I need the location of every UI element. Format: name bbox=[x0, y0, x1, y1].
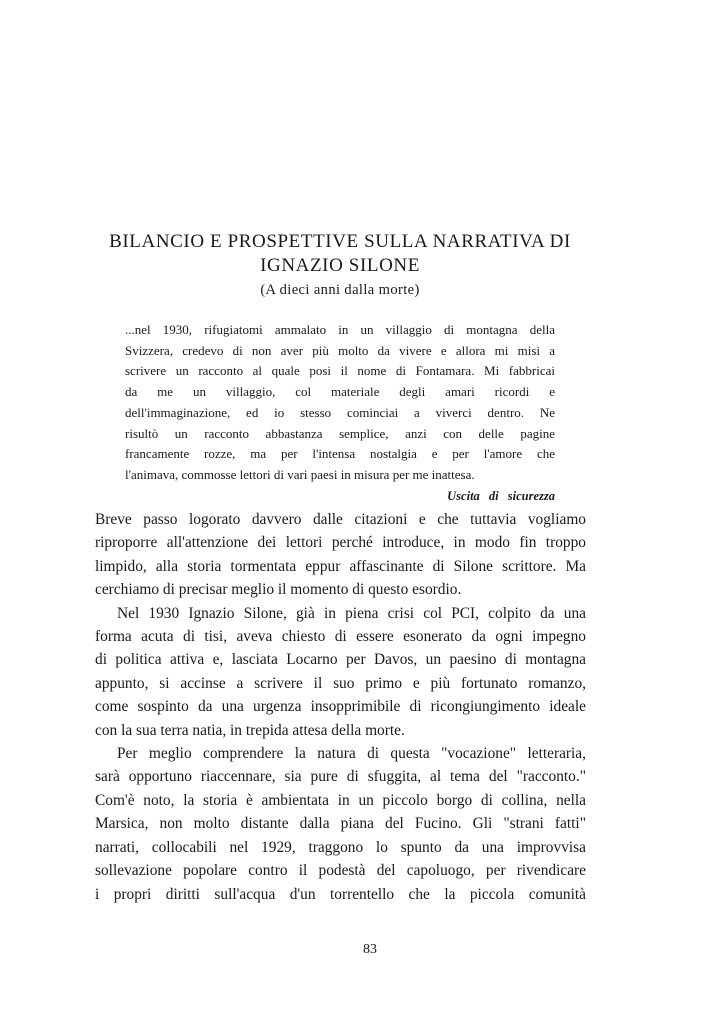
epigraph-quote bbox=[125, 320, 555, 506]
body-line: riproporre all'attenzione dei lettori perché introduce, in modo fin troppo bbox=[95, 534, 586, 552]
epigraph-line: Svizzera, credevo di non aver più molto da vivere e allora mi misi a bbox=[125, 342, 555, 358]
body-line: con la sua terra natia, in trepida attesa della morte. bbox=[95, 721, 405, 739]
body-line: cerchiamo di precisar meglio il momento di questo esordio. bbox=[95, 581, 462, 599]
body-line: Nel 1930 Ignazio Silone, già in piena crisi col PCI, colpito da una bbox=[117, 604, 586, 622]
epigraph-line: risultò un racconto abbastanza semplice, anzi con delle pagine bbox=[125, 425, 555, 441]
body-line: appunto, si accinse a scrivere il suo primo e più fortunato romanzo, bbox=[95, 674, 586, 692]
body-line: forma acuta di tisi, aveva chiesto di essere esonerato da ogni impegno bbox=[95, 628, 586, 646]
chapter-subtitle: (A dieci anni dalla morte) bbox=[260, 282, 420, 298]
chapter-title bbox=[95, 230, 585, 278]
body-line: Marsica, non molto distante dalla piana del Fucino. Gli "strani fatti" bbox=[95, 815, 586, 833]
body-line: limpido, alla storia tormentata eppur affascinante di Silone scrittore. Ma bbox=[95, 557, 586, 575]
body-line: come sospinto da una urgenza insopprimibile di ricongiungimento ideale bbox=[95, 698, 586, 716]
epigraph-line: da me un villaggio, col materiale degli amari ricordi e bbox=[125, 384, 555, 400]
epigraph-line: ...nel 1930, rifugiatomi ammalato in un villaggio di montagna della bbox=[125, 322, 555, 337]
epigraph-line: francamente rozze, ma per l'intensa nostalgia e per l'amore che bbox=[125, 446, 555, 462]
body-line: Com'è noto, la storia è ambientata in un piccolo borgo di collina, nella bbox=[95, 791, 586, 809]
epigraph-line: scrivere un racconto al quale posi il nome di Fontamara. Mi fabbricai bbox=[125, 363, 555, 379]
body-line: i propri diritti sull'acqua d'un torrentello che la piccola comunità bbox=[95, 885, 586, 903]
body-line: sollevazione popolare contro il podestà del capoluogo, per rivendicare bbox=[95, 862, 586, 880]
body-line: Per meglio comprendere la natura di questa "vocazione" letteraria, bbox=[117, 745, 586, 763]
body-line: narrati, collocabili nel 1929, traggono lo spunto da una improvvisa bbox=[95, 838, 586, 856]
page-number: 83 bbox=[363, 942, 377, 957]
body-line: sarà opportuno riaccennare, sia pure di sfuggita, al tema del "racconto." bbox=[95, 768, 586, 786]
epigraph-line: l'animava, commosse lettori di vari paesi in misura per me inattesa. bbox=[125, 466, 475, 482]
title-line: BILANCIO E PROSPETTIVE SULLA NARRATIVA DI bbox=[109, 231, 571, 252]
body-text bbox=[95, 508, 586, 906]
body-line: di politica attiva e, lasciata Locarno per Davos, un paesino di montagna bbox=[95, 651, 586, 669]
epigraph-source: Uscita di sicurezza bbox=[447, 488, 555, 503]
epigraph-line: dell'immaginazione, ed io stesso cominciai a viverci dentro. Ne bbox=[125, 404, 555, 420]
title-line: IGNAZIO SILONE bbox=[260, 255, 420, 276]
body-line: Breve passo logorato davvero dalle citazioni e che tuttavia vogliamo bbox=[95, 511, 586, 528]
